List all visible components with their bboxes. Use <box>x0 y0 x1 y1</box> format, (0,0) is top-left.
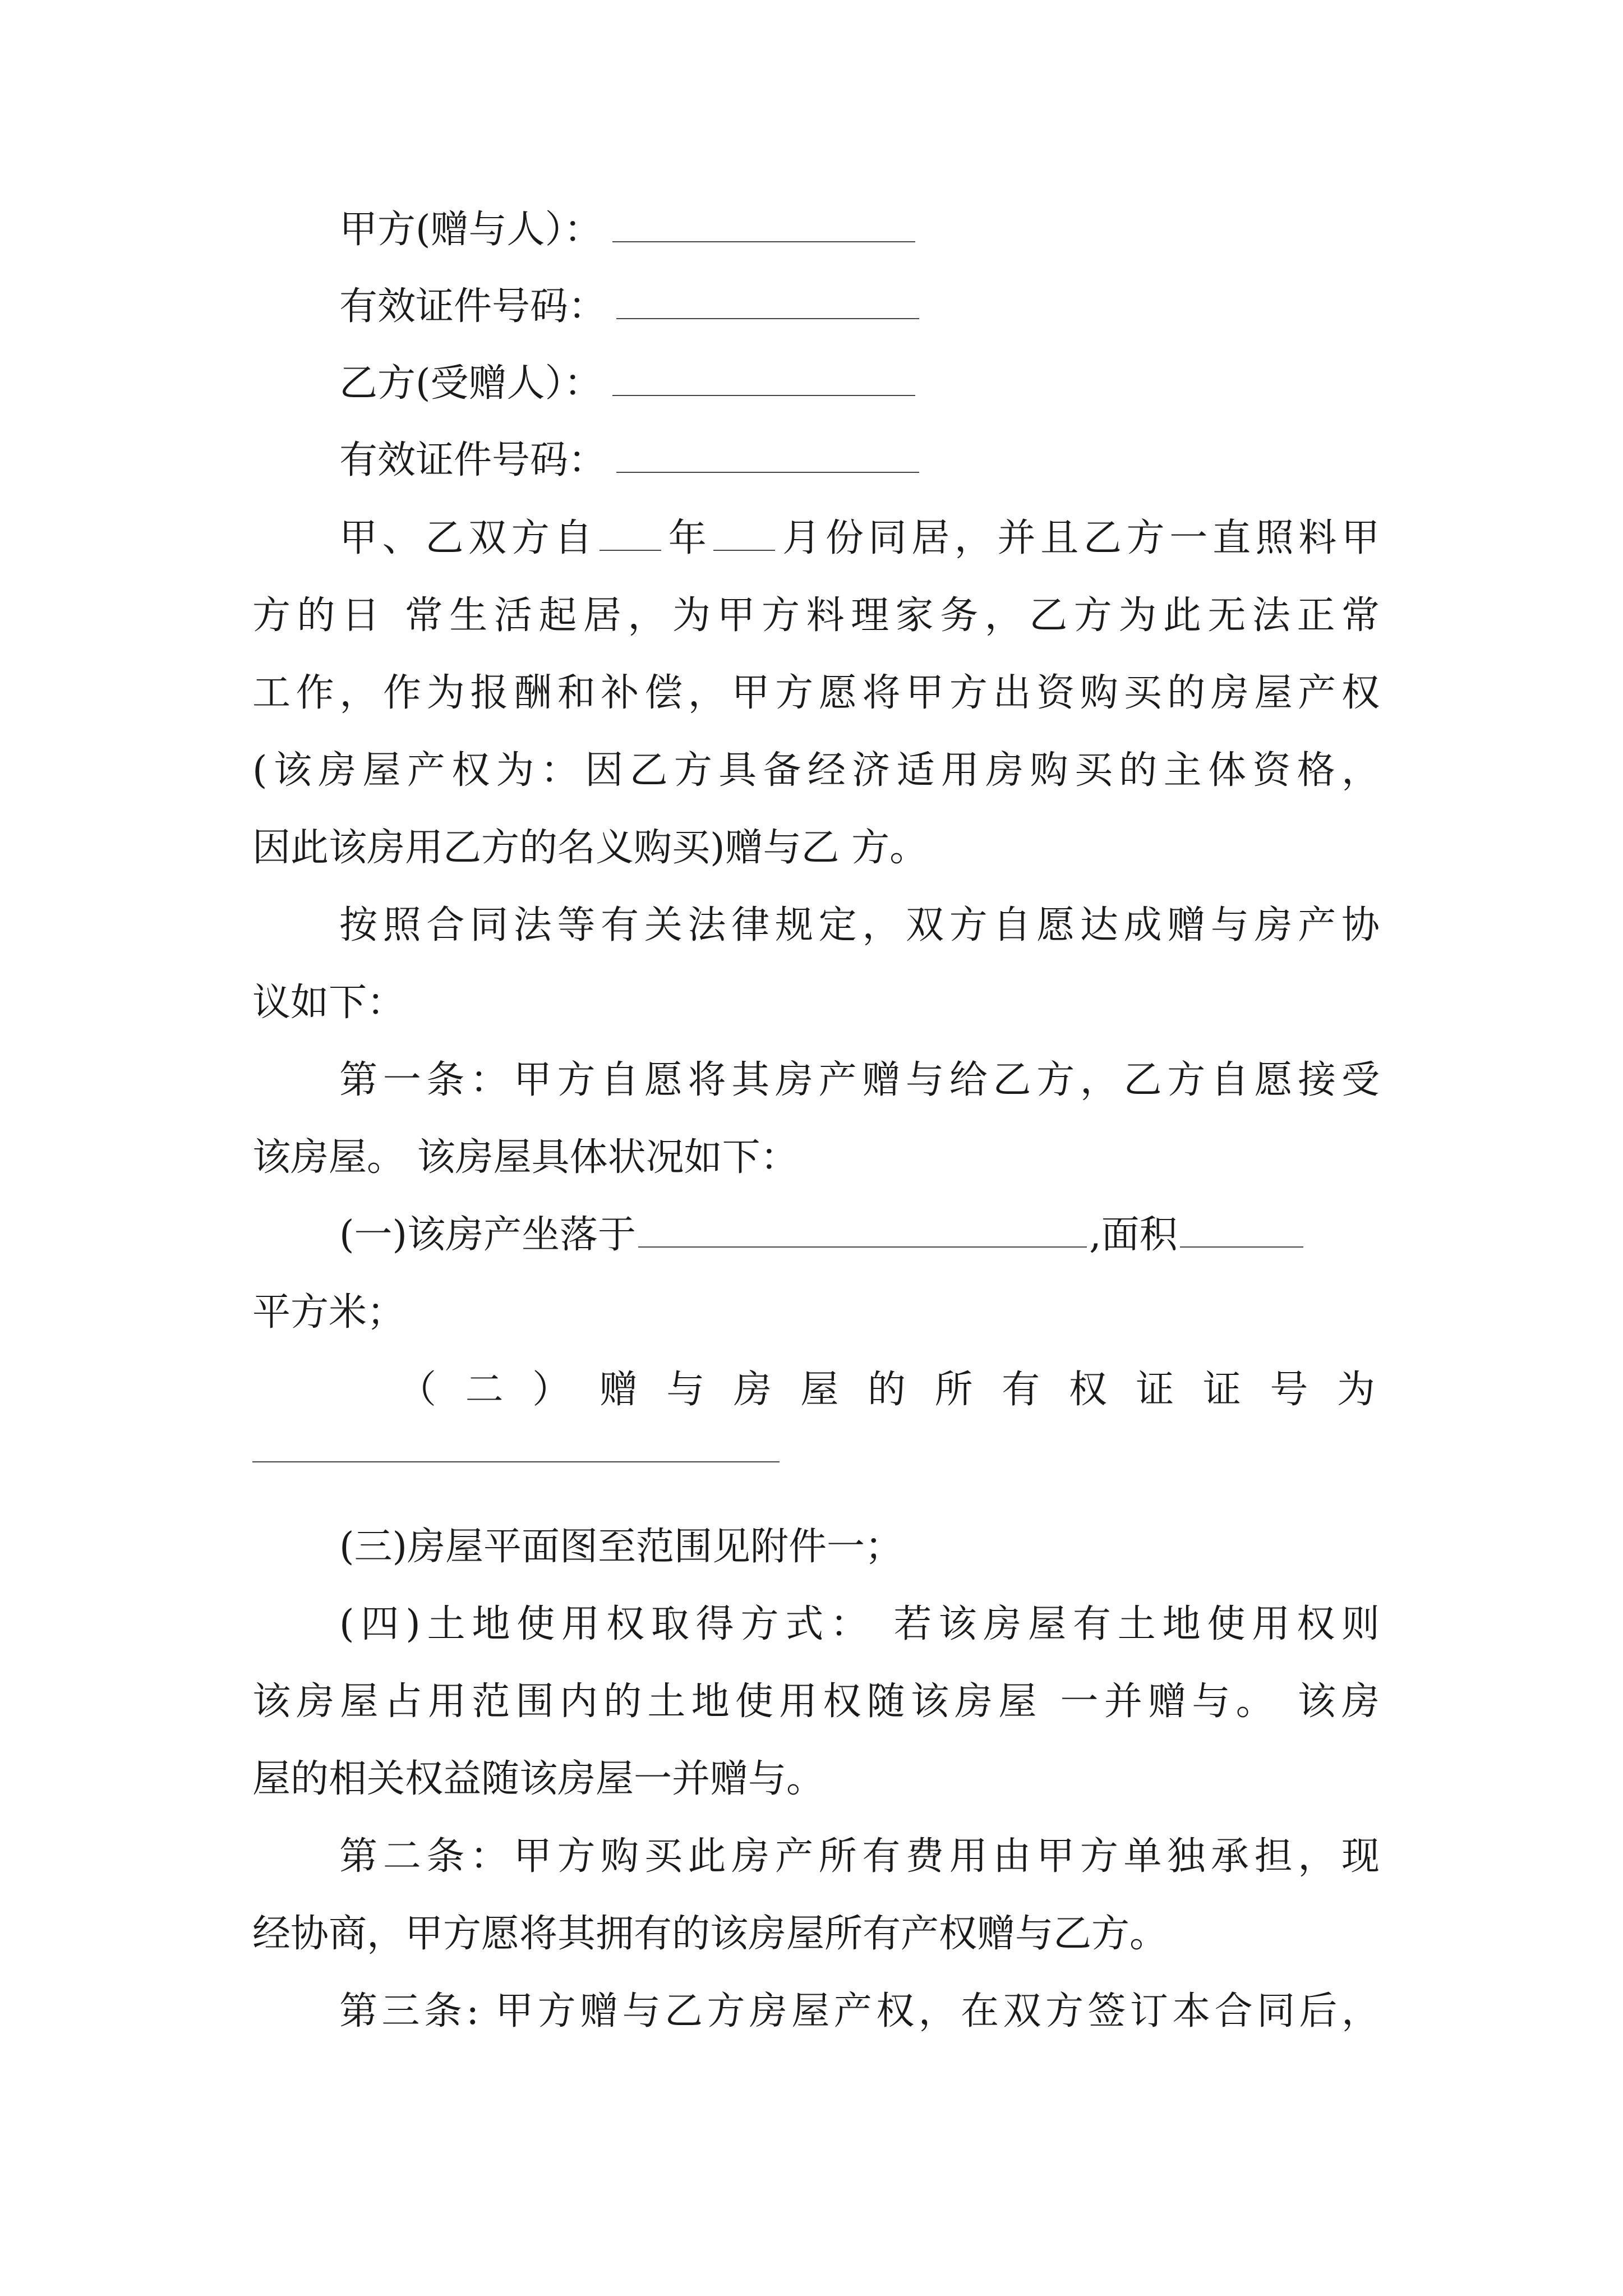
intro-line-4: (该房屋产权为：因乙方具备经济适用房购买的主体资格， <box>252 748 1380 793</box>
certificate-number-blank <box>252 1461 780 1462</box>
year-blank <box>600 517 661 551</box>
article1-item1-unit: 平方米； <box>252 1290 405 1335</box>
month-blank <box>713 517 775 551</box>
intro-text: 甲、乙双方自 <box>339 516 598 560</box>
article2-line-1: 第二条：甲方购买此房产所有费用由甲方单独承担，现 <box>339 1834 1380 1879</box>
basis-line-2: 议如下： <box>252 981 405 1025</box>
intro-text: 月份同居，并且乙方一直照料甲 <box>777 516 1380 560</box>
party-b-line <box>339 356 915 412</box>
party-b-blank <box>612 362 915 396</box>
party-a-line <box>339 202 915 258</box>
year-label: 年 <box>663 516 712 560</box>
party-a-id-line <box>339 279 919 335</box>
party-b-id-line <box>339 432 919 489</box>
location-blank <box>638 1214 1087 1248</box>
basis-line-1: 按照合同法等有关法律规定，双方自愿达成赠与房产协 <box>339 903 1380 947</box>
article1-item4-line-3: 屋的相关权益随该房屋一并赠与。 <box>252 1757 825 1801</box>
article1-line-1: 第一条：甲方自愿将其房产赠与给乙方，乙方自愿接受 <box>339 1058 1380 1102</box>
party-b-label: 乙方(受赠人）： <box>339 361 602 406</box>
party-b-id-label: 有效证件号码： <box>339 438 607 482</box>
area-blank <box>1180 1214 1303 1248</box>
party-a-id-blank <box>616 286 919 319</box>
party-b-id-blank <box>616 439 919 473</box>
article3-line-1: 第三条: 甲方赠与乙方房屋产权，在双方签订本合同后， <box>339 1989 1380 2033</box>
article1-item1-line <box>339 1207 1306 1263</box>
intro-line-2: 方的日 常生活起居，为甲方料理家务，乙方为此无法正常 <box>252 593 1380 638</box>
intro-line-1 <box>339 510 1380 567</box>
party-a-blank <box>612 209 915 242</box>
article1-line-2: 该房屋。 该房屋具体状况如下： <box>252 1135 799 1180</box>
intro-line-3: 工作，作为报酬和补偿，甲方愿将甲方出资购买的房屋产权 <box>252 671 1380 715</box>
article2-line-2: 经协商，甲方愿将其拥有的该房屋所有产权赠与乙方。 <box>252 1912 1168 1956</box>
party-a-id-label: 有效证件号码： <box>339 284 607 329</box>
area-label: ,面积 <box>1089 1213 1178 1257</box>
intro-line-5: 因此该房用乙方的名义购买)赠与乙 方。 <box>252 826 928 870</box>
party-a-label: 甲方(赠与人）： <box>339 208 602 252</box>
article1-item2-line: （二）赠与房屋的所有权证证号为 <box>398 1368 1380 1412</box>
article1-item3-line: (三)房屋平面图至范围见附件一； <box>339 1525 903 1569</box>
article1-item4-line-2: 该房屋占用范围内的土地使用权随该房屋 一并赠与。 该房 <box>252 1680 1380 1724</box>
location-label: (一)该房产坐落于 <box>339 1213 637 1257</box>
article1-item4-line-1: (四)土地使用权取得方式： 若该房屋有土地使用权则 <box>339 1602 1380 1646</box>
